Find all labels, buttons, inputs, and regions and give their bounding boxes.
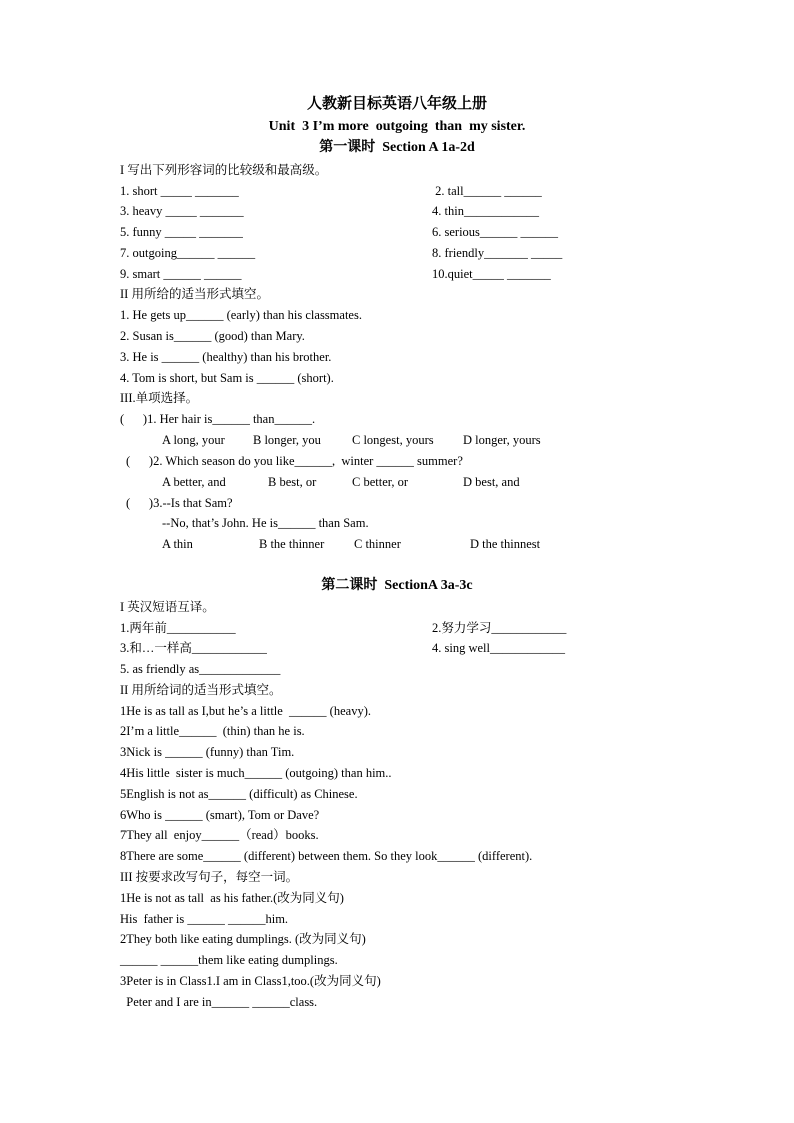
rewrite-line: Peter and I are in______ ______class. xyxy=(120,995,318,1009)
l1-p2-item: 3. He is ______ (healthy) than his brother. xyxy=(120,350,332,364)
rewrite-line: 3Peter is in Class1.I am in Class1,too.(改为同义句) xyxy=(120,974,381,988)
l1-p1-item: 5. funny _____ _______ xyxy=(120,225,243,239)
mc-option-c: C better, or xyxy=(352,475,409,489)
l1-part2-heading: II 用所给的适当形式填空。 xyxy=(120,287,269,301)
mc-option-d: D best, and xyxy=(463,475,520,489)
mc-question-3-line2: --No, that’s John. He is______ than Sam. xyxy=(162,516,369,530)
lesson1-title: 第一课时 Section A 1a-2d xyxy=(319,140,475,155)
mc-option-a: A better, and xyxy=(162,475,226,489)
l1-p1-item: 2. tall______ ______ xyxy=(432,184,542,198)
l1-p1-item: 9. smart ______ ______ xyxy=(120,267,242,281)
l2-part1-heading: I 英汉短语互译。 xyxy=(120,600,215,614)
l1-p1-item: 7. outgoing______ ______ xyxy=(120,246,256,260)
mc-question-2: ( )2. Which season do you like______, winter ______ summer? xyxy=(126,454,463,468)
l2-p1-item: 3.和…一样高____________ xyxy=(120,641,267,655)
mc-option-b: B the thinner xyxy=(259,537,325,551)
mc-option-a: A long, your xyxy=(162,433,225,447)
l1-p1-item: 3. heavy _____ _______ xyxy=(120,204,244,218)
l1-p1-item: 6. serious______ ______ xyxy=(432,225,559,239)
rewrite-line: 2They both like eating dumplings. (改为同义句) xyxy=(120,932,366,946)
l1-p1-item: 1. short _____ _______ xyxy=(120,184,239,198)
l1-p1-item: 10.quiet_____ _______ xyxy=(432,267,551,281)
l2-part3-heading: III 按要求改写句子，每空一词。 xyxy=(120,870,299,884)
mc-question-3: ( )3.--Is that Sam? xyxy=(126,496,233,510)
l2-p2-item: 8There are some______ (different) between them. So they look______ (different). xyxy=(120,849,533,863)
mc-option-d: D longer, yours xyxy=(463,433,541,447)
lesson2-title: 第二课时 SectionA 3a-3c xyxy=(321,578,473,593)
l1-p1-item: 8. friendly_______ _____ xyxy=(432,246,563,260)
rewrite-line: ______ ______them like eating dumplings. xyxy=(120,953,338,967)
l2-p1-item: 4. sing well____________ xyxy=(432,641,565,655)
l1-p1-item: 4. thin____________ xyxy=(432,204,539,218)
l2-part2-heading: II 用所给词的适当形式填空。 xyxy=(120,683,282,697)
l2-p1-item: 2.努力学习____________ xyxy=(432,621,567,635)
l1-part3-heading: III.单项选择。 xyxy=(120,391,199,405)
l2-p2-item: 2I’m a little______ (thin) than he is. xyxy=(120,724,305,738)
l2-p2-item: 1He is as tall as I,but he’s a little ______ (heavy). xyxy=(120,704,371,718)
rewrite-line: 1He is not as tall as his father.(改为同义句) xyxy=(120,891,344,905)
mc-option-c: C longest, yours xyxy=(352,433,434,447)
l1-p2-item: 2. Susan is______ (good) than Mary. xyxy=(120,329,305,343)
l2-p2-item: 3Nick is ______ (funny) than Tim. xyxy=(120,745,295,759)
page-title: 人教新目标英语八年级上册 xyxy=(306,96,487,112)
unit-title: Unit 3 I’m more outgoing than my sister. xyxy=(268,119,526,134)
l2-p2-item: 6Who is ______ (smart), Tom or Dave? xyxy=(120,808,320,822)
l1-part1-heading: I 写出下列形容词的比较级和最高级。 xyxy=(120,163,328,177)
mc-option-d: D the thinnest xyxy=(470,537,541,551)
mc-option-a: A thin xyxy=(162,537,193,551)
l1-p2-item: 4. Tom is short, but Sam is ______ (short). xyxy=(120,371,334,385)
l2-p2-item: 4His little sister is much______ (outgoing) than him.. xyxy=(120,766,392,780)
mc-option-b: B longer, you xyxy=(253,433,321,447)
mc-question-1: ( )1. Her hair is______ than______. xyxy=(120,412,316,426)
l2-p1-item: 5. as friendly as_____________ xyxy=(120,662,281,676)
mc-option-b: B best, or xyxy=(268,475,317,489)
mc-option-c: C thinner xyxy=(354,537,401,551)
l1-p2-item: 1. He gets up______ (early) than his classmates. xyxy=(120,308,362,322)
l2-p2-item: 5English is not as______ (difficult) as Chinese. xyxy=(120,787,358,801)
l2-p1-item: 1.两年前___________ xyxy=(120,621,236,635)
l2-p2-item: 7They all enjoy______（read）books. xyxy=(120,828,319,842)
rewrite-line: His father is ______ ______him. xyxy=(120,912,289,926)
